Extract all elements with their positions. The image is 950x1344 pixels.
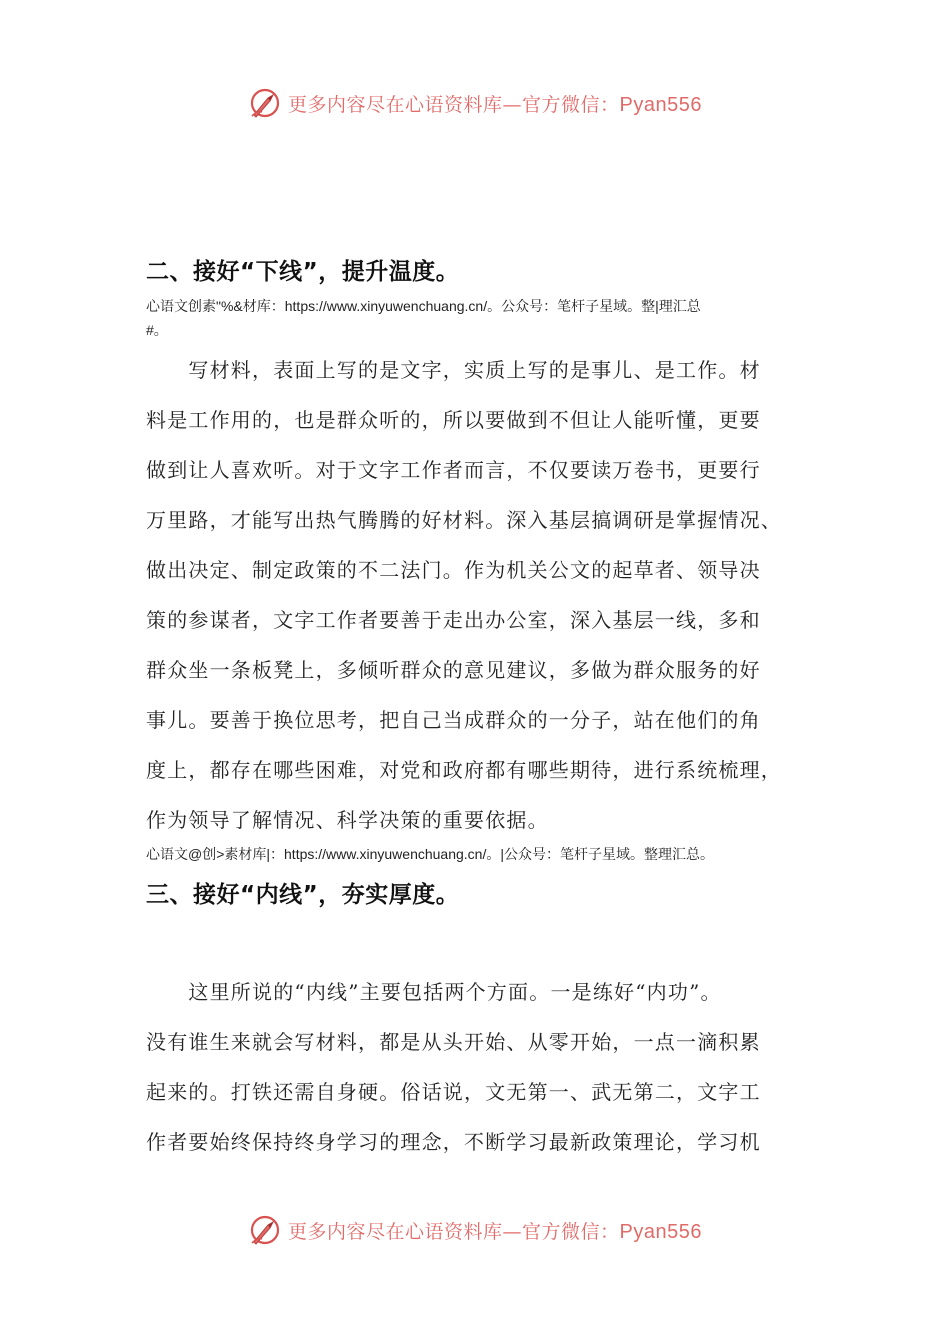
paragraph-line: 群众坐一条板凳上，多倾听群众的意见建议，多做为群众服务的好	[146, 658, 761, 682]
body-paragraph	[146, 967, 826, 1167]
footer-banner	[0, 1210, 950, 1250]
paragraph-line: 度上，都存在哪些困难，对党和政府都有哪些期待，进行系统梳理，	[146, 758, 782, 782]
wechat-id: Pyan556	[619, 93, 702, 116]
paragraph-line: 作为领导了解情况、科学决策的重要依据。	[146, 808, 549, 832]
paragraph-line: 做到让人喜欢听。对于文字工作者而言，不仅要读万卷书，更要行	[146, 458, 761, 482]
section-heading: 三、接好“内线”，夯实厚度。	[146, 882, 460, 908]
banner-text: 更多内容尽在心语资料库—官方微信：Pyan556	[288, 93, 702, 116]
watermark-note: 心语文@创>素材库|：https://www.xinyuwenchuang.cn/。|公众号：笔杆子星域。整理汇总。	[146, 846, 714, 862]
paragraph-line: 作者要始终保持终身学习的理念，不断学习最新政策理论，学习机	[146, 1130, 761, 1154]
note-line: #。	[146, 322, 168, 338]
header-banner	[0, 83, 950, 123]
paragraph-line: 料是工作用的，也是群众听的，所以要做到不但让人能听懂，更要	[146, 408, 761, 432]
note-line: 心语文创素"%&材库：https://www.xinyuwenchuang.cn/。公众号：笔杆子星域。整|理汇总	[146, 298, 701, 314]
watermark-note	[146, 294, 826, 342]
body-paragraph	[146, 345, 826, 845]
paragraph-line: 事儿。要善于换位思考，把自己当成群众的一分子，站在他们的角	[146, 708, 761, 732]
section-heading: 二、接好“下线”，提升温度。	[146, 259, 460, 285]
banner-text: 更多内容尽在心语资料库—官方微信：Pyan556	[288, 1220, 702, 1243]
paragraph-line: 策的参谋者，文字工作者要善于走出办公室，深入基层一线，多和	[146, 608, 761, 632]
wechat-id: Pyan556	[619, 1220, 702, 1243]
paragraph-line: 没有谁生来就会写材料，都是从头开始、从零开始，一点一滴积累	[146, 1030, 761, 1054]
paragraph-line: 做出决定、制定政策的不二法门。作为机关公文的起草者、领导决	[146, 558, 761, 582]
paragraph-line: 万里路，才能写出热气腾腾的好材料。深入基层搞调研是掌握情况、	[146, 508, 782, 532]
paragraph-line: 写材料，表面上写的是文字，实质上写的是事儿、是工作。材	[146, 358, 761, 382]
paragraph-line: 这里所说的“内线”主要包括两个方面。一是练好“内功”。	[146, 980, 722, 1004]
pen-nib-circle-icon	[248, 1213, 282, 1247]
pen-nib-circle-icon	[248, 86, 282, 120]
paragraph-line: 起来的。打铁还需自身硬。俗话说，文无第一、武无第二，文字工	[146, 1080, 761, 1104]
